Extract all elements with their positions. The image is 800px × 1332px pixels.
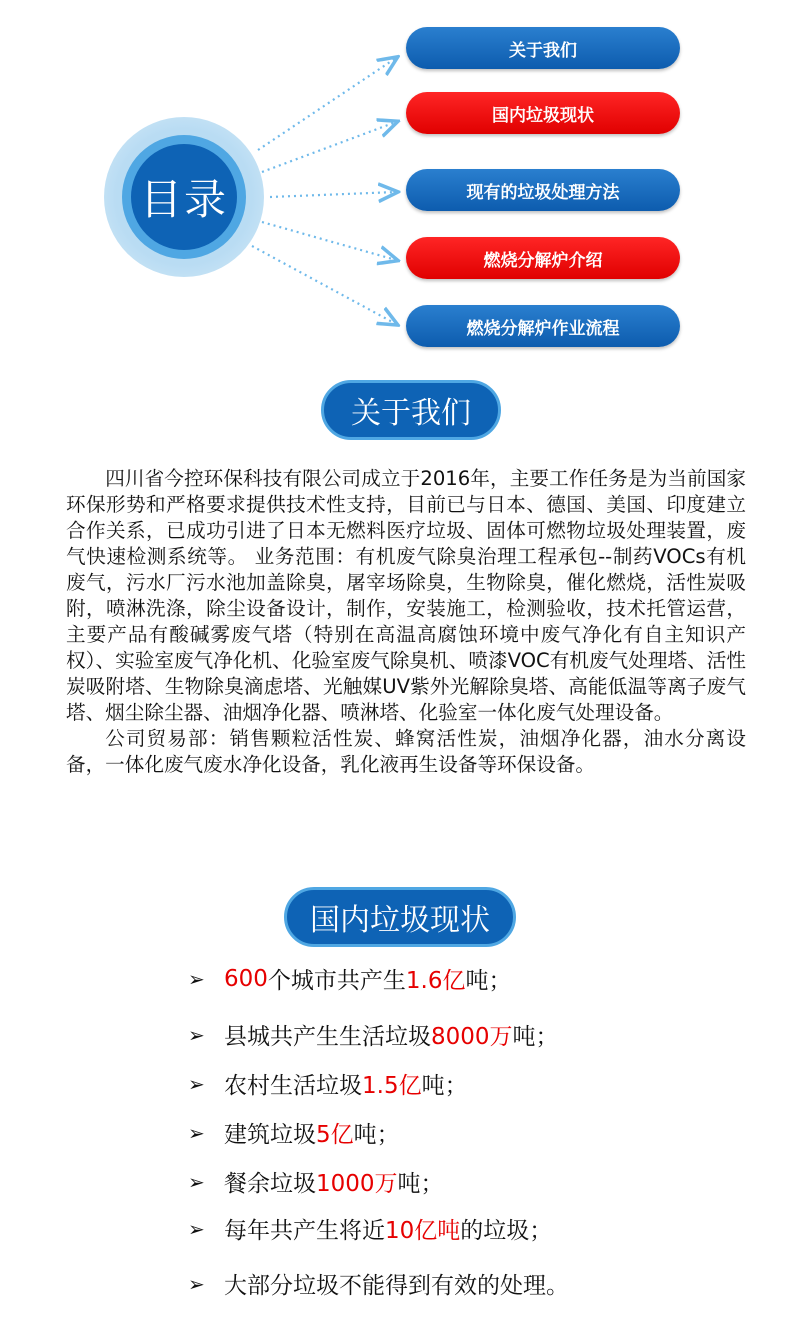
list-item — [188, 962, 511, 995]
status-text: 县城共产生生活垃圾 — [224, 1024, 431, 1050]
status-figure: 1.6亿 — [405, 968, 466, 994]
about-paragraph-2: 公司贸易部：销售颗粒活性炭、蜂窝活性炭，油烟净化器，油水分离设备，一体化废气废水净化设备，乳化液再生设备等环保设备。 — [66, 727, 746, 776]
toc-item-furnace-process[interactable]: 燃烧分解炉作业流程 — [406, 305, 680, 347]
status-figure: 1000万 — [316, 1171, 398, 1197]
status-figure: 10亿吨 — [385, 1218, 461, 1244]
toc-item-about[interactable]: 关于我们 — [406, 27, 680, 69]
status-figure: 1.5亿 — [362, 1073, 422, 1099]
list-item — [188, 1067, 468, 1100]
list-item — [188, 1267, 569, 1300]
status-text: 每年共产生将近 — [224, 1218, 385, 1244]
status-text: 吨； — [353, 1122, 400, 1148]
list-item — [188, 1212, 552, 1245]
status-text: 的垃圾； — [460, 1218, 553, 1244]
status-text: 农村生活垃圾 — [224, 1073, 362, 1099]
list-item — [188, 1018, 559, 1051]
status-text: 餐余垃圾 — [224, 1171, 316, 1197]
about-paragraph-1: 四川省今控环保科技有限公司成立于2016年，主要工作任务是为当前国家环保形势和严格要求提供技术性支持，目前已与日本、德国、美国、印度建立合作关系，已成功引进了日本无燃料医疗垃圾、固体可燃物垃圾处理装置，废气快速检测系统等。 业务范围：有机废气除臭治理工程承包--制药VOCs有机废气，污水厂污水池加盖除臭，屠宰场除臭，生物除臭，催化燃烧，活性炭吸附，喷淋洗涤，除尘设备设计，制作，安装施工，检测验收，技术托管运营，主要产品有酸碱雾废气塔（特别在高温高腐蚀环境中废气净化有自主知识产权）、实验室废气净化机、化验室废气除臭机、喷漆VOC有机废气处理塔、活性炭吸附塔、生物除臭滴虑塔、光触媒UV紫外光解除臭塔、高能低温等离子废气塔、烟尘除尘器、油烟净化器、喷淋塔、化验室一体化废气处理设备。 — [66, 467, 746, 724]
arrow-bullet-icon: ➢ — [188, 1120, 205, 1145]
toc-item-existing-methods[interactable]: 现有的垃圾处理方法 — [406, 169, 680, 211]
about-heading: 关于我们 — [321, 380, 501, 440]
list-item — [188, 1116, 400, 1149]
status-figure: 8000万 — [431, 1024, 513, 1050]
status-text: 吨； — [512, 1024, 559, 1050]
arrow-bullet-icon: ➢ — [188, 1071, 205, 1096]
status-text: 吨； — [397, 1171, 444, 1197]
status-text: 吨； — [421, 1073, 468, 1099]
toc-item-domestic-status[interactable]: 国内垃圾现状 — [406, 92, 680, 134]
about-body — [66, 466, 746, 778]
toc-item-furnace-intro[interactable]: 燃烧分解炉介绍 — [406, 237, 680, 279]
status-text: 大部分垃圾不能得到有效的处理。 — [224, 1273, 569, 1299]
list-item — [188, 1165, 444, 1198]
arrow-bullet-icon: ➢ — [188, 966, 205, 991]
status-text: 个城市共产生 — [267, 968, 406, 994]
toc-title: 目录 — [131, 144, 237, 250]
arrow-bullet-icon: ➢ — [188, 1022, 205, 1047]
status-text: 吨； — [465, 968, 512, 994]
status-text: 建筑垃圾 — [224, 1122, 316, 1148]
arrow-bullet-icon: ➢ — [188, 1271, 205, 1296]
arrow-bullet-icon: ➢ — [188, 1216, 205, 1241]
arrow-bullet-icon: ➢ — [188, 1169, 205, 1194]
status-figure: 600 — [224, 965, 268, 992]
status-figure: 5亿 — [316, 1122, 354, 1148]
status-heading: 国内垃圾现状 — [284, 887, 516, 947]
